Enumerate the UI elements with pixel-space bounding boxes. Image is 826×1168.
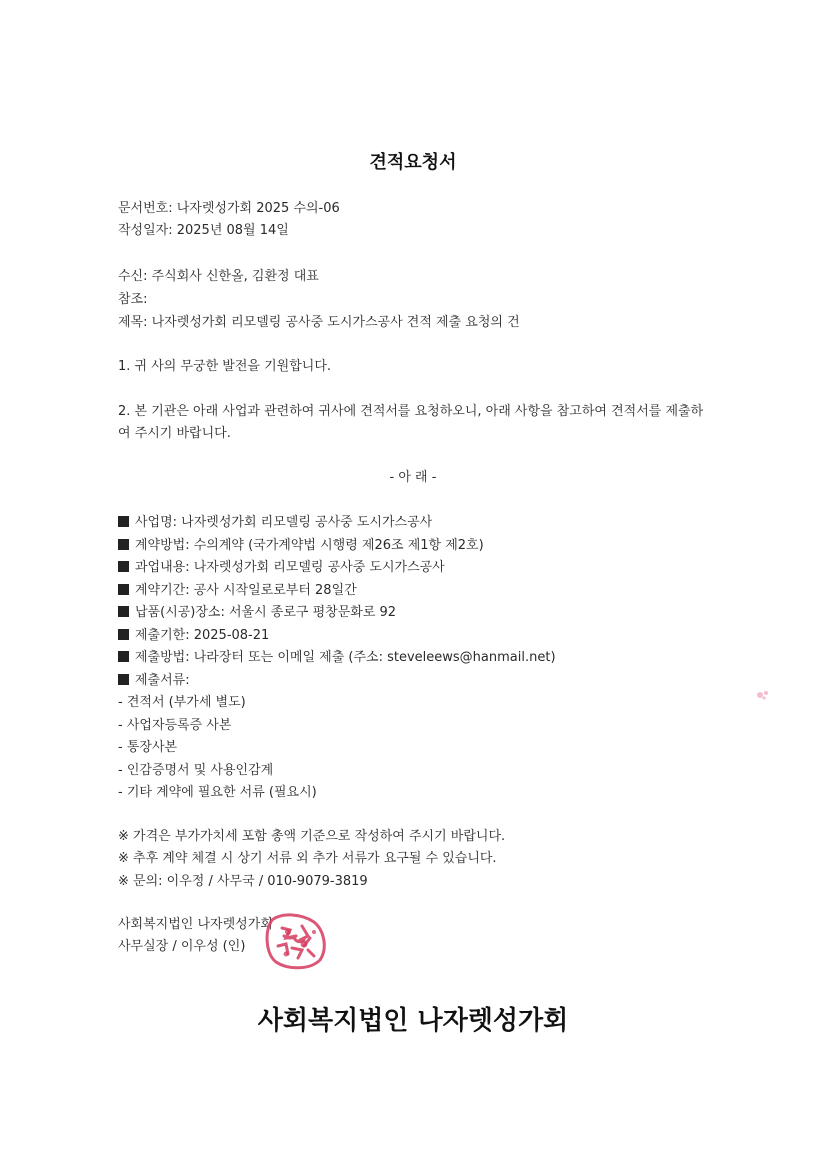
document-list-item: - 견적서 (부가세 별도) — [118, 695, 246, 710]
item-text: 과업내용: 나자렛성가회 리모델링 공사중 도시가스공사 — [135, 560, 445, 575]
square-bullet-icon — [118, 584, 129, 595]
item-row — [118, 514, 432, 532]
square-bullet-icon — [118, 561, 129, 572]
item-text: 제출서류: — [135, 673, 190, 688]
item-row — [118, 672, 190, 690]
item-text: 사업명: 나자렛성가회 리모델링 공사중 도시가스공사 — [135, 515, 433, 530]
item-row — [118, 559, 445, 577]
doc-number: 문서번호: 나자렛성가회 2025 수의-06 — [118, 201, 340, 216]
document-title: 견적요청서 — [369, 152, 457, 173]
item-row — [118, 537, 484, 555]
signature-organization: 사회복지법인 나자렛성가회 — [118, 917, 273, 932]
reference: 참조: — [118, 292, 148, 307]
paragraph-2: 2. 본 기관은 아래 사업과 관련하여 귀사에 견적서를 요청하오니, 아래 사항을 참고하여 견적서를 제출하여 주시기 바랍니다. — [118, 404, 704, 441]
paragraph-1: 1. 귀 사의 무궁한 발전을 기원합니다. — [118, 359, 332, 374]
square-bullet-icon — [118, 539, 129, 550]
item-text: 제출기한: 2025-08-21 — [135, 628, 270, 643]
document-list-item: - 인감증명서 및 사용인감계 — [118, 763, 274, 778]
item-row — [118, 604, 396, 622]
square-bullet-icon — [118, 606, 129, 617]
document-list-item: - 사업자등록증 사본 — [118, 718, 232, 733]
doc-date: 작성일자: 2025년 08월 14일 — [118, 223, 289, 238]
document-list-item: - 통장사본 — [118, 740, 178, 755]
signature-person: 사무실장 / 이우성 (인) — [118, 939, 246, 954]
item-row — [118, 582, 357, 600]
item-row — [118, 649, 556, 667]
note: ※ 추후 계약 체결 시 상기 서류 외 추가 서류가 요구될 수 있습니다. — [118, 851, 497, 866]
note: ※ 가격은 부가가치세 포함 총액 기준으로 작성하여 주시기 바랍니다. — [118, 829, 506, 844]
red-seal-stamp-icon — [258, 908, 336, 974]
item-row — [118, 627, 269, 645]
square-bullet-icon — [118, 651, 129, 662]
recipient: 수신: 주식회사 신한올, 김환정 대표 — [118, 269, 319, 284]
item-text: 제출방법: 나라장터 또는 이메일 제출 (주소: steveleews@hanmail.net) — [135, 650, 556, 665]
document-list-item: - 기타 계약에 필요한 서류 (필요시) — [118, 785, 317, 800]
square-bullet-icon — [118, 629, 129, 640]
note: ※ 문의: 이우정 / 사무국 / 010-9079-3819 — [118, 874, 368, 889]
item-text: 계약방법: 수의계약 (국가계약법 시행령 제26조 제1항 제2호) — [135, 538, 484, 553]
square-bullet-icon — [118, 674, 129, 685]
item-text: 계약기간: 공사 시작일로로부터 28일간 — [135, 583, 357, 598]
pink-ink-mark-icon — [752, 686, 774, 704]
item-text: 납품(시공)장소: 서울시 종로구 평창문화로 92 — [135, 605, 397, 620]
organization-footer: 사회복지법인 나자렛성가회 — [257, 1006, 569, 1036]
subject: 제목: 나자렛성가회 리모델링 공사중 도시가스공사 견적 제출 요청의 건 — [118, 315, 520, 330]
square-bullet-icon — [118, 516, 129, 527]
separator: - 아 래 - — [389, 470, 437, 485]
